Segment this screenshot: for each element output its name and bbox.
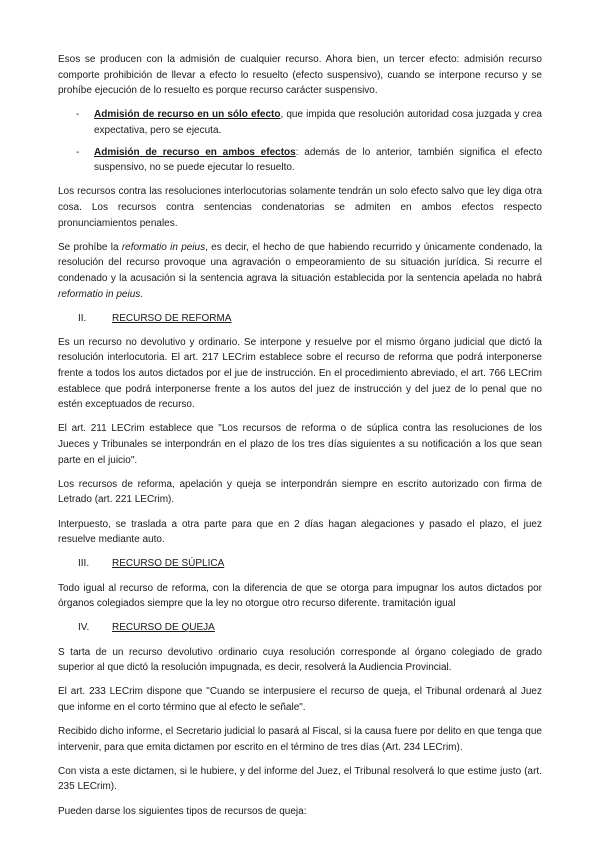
paragraph-tipos: Pueden darse los siguientes tipos de recursos de queja: xyxy=(58,805,307,817)
list-item-text: , que impida que resolución autoridad cosa juzgada y crea expectativa, pero se ejecuta. xyxy=(94,109,542,136)
list-item-text: : además de lo anterior, también significa el efecto suspensivo, no se puede ejecutar lo resuelto. xyxy=(94,146,543,174)
list-dash: - xyxy=(76,109,80,121)
efectos-list xyxy=(58,107,542,175)
text-run: , es decir, el hecho de que habiendo recurrido y únicamente condenado, la resolución del recurso provoque una agravación o empeoramiento de su situación jurídica. Si recurre el condenado y la acusación si la sentencia agrava la situación establecida por la sentencia apelada no habrá xyxy=(58,241,543,284)
section-title: RECURSO DE SÚPLICA xyxy=(112,558,225,570)
paragraph-art-234: Recibido dicho informe, el Secretario judicial lo pasará al Fiscal, si la causa fuere por delito en que tenga que intervenir, para que emita dictamen por escrito en el término de tres días (Art. 234 LECrim). xyxy=(58,726,542,753)
paragraph-art-235: Con vista a este dictamen, si le hubiere, y del informe del Juez, el Tribunal resolverá lo que estime justo (art. 235 LECrim). xyxy=(58,765,542,793)
section-title: RECURSO DE QUEJA xyxy=(112,622,215,634)
list-item-term: Admisión de recurso en ambos efectos xyxy=(94,146,296,158)
paragraph-queja-def: S tarta de un recurso devolutivo ordinario cuya resolución corresponde al órgano colegiado de grado superior al que dictó la resolución impugnada, es decir, resolverá la Audiencia Provincial. xyxy=(58,646,542,674)
paragraph-efectos: Esos se producen con la admisión de cualquier recurso. Ahora bien, un tercer efecto: admisión recurso comporte prohibición de llevar a efecto lo resuelto (efecto suspensivo), cuando se interpone recurso y se prohíbe ejecución de lo resuelto es porque recurso carácter suspensivo. xyxy=(58,54,542,97)
list-item xyxy=(58,107,542,138)
paragraph-interlocutorias: Los recursos contra las resoluciones interlocutorias solamente tendrán un solo efecto salvo que ley diga otra cosa. Los recursos contra sentencias condenatorias se admiten en ambos efectos respecto pronunciamientos penales. xyxy=(58,186,542,229)
list-dash: - xyxy=(76,146,80,158)
italic-term: reformatio in peius xyxy=(121,241,206,253)
section-number: II. xyxy=(78,312,87,324)
list-item-term: Admisión de recurso en un sólo efecto xyxy=(94,109,281,121)
section-number: IV. xyxy=(78,622,90,634)
paragraph-suplica: Todo igual al recurso de reforma, con la diferencia de que se otorga para impugnar los autos dictados por órganos colegiados siempre que la ley no otorgue otro recurso diferente. tramitación igual xyxy=(58,582,542,610)
paragraph-traslado: Interpuesto, se traslada a otra parte para que en 2 días hagan alegaciones y pasado el plazo, el juez resuelve mediante auto. xyxy=(58,518,542,546)
paragraph-art-221: Los recursos de reforma, apelación y queja se interpondrán siempre en escrito autorizado con firma de Letrado (art. 221 LECrim). xyxy=(58,478,542,506)
text-run: Se prohíbe la xyxy=(58,241,122,253)
section-heading-suplica xyxy=(58,556,542,572)
section-heading-reforma xyxy=(58,311,542,327)
text-run: . xyxy=(140,288,144,300)
paragraph-art-233: El art. 233 LECrim dispone que "Cuando se interpusiere el recurso de queja, el Tribunal ordenará al Juez que informe en el corto término que al efecto le señale". xyxy=(58,686,542,713)
italic-term: reformatio in peius xyxy=(58,288,141,300)
list-item xyxy=(58,145,542,176)
section-number: III. xyxy=(78,558,90,570)
paragraph-reformatio xyxy=(58,240,542,302)
section-title: RECURSO DE REFORMA xyxy=(112,312,232,324)
document-page xyxy=(58,52,542,828)
section-heading-queja xyxy=(58,620,542,636)
paragraph-reforma-def: Es un recurso no devolutivo y ordinario. Se interpone y resuelve por el mismo órgano judicial que dictó la resolución interlocutoria. El art. 217 LECrim establece sobre el recurso de reforma que podrá interponerse frente a todos los autos dictados por el jue de instrucción. En el procedimiento abreviado, el art. 766 LECrim establece que podrá interponerse frente a los autos del juez de instrucción y del juez de lo penal que no estén exceptuados de recurso. xyxy=(58,336,542,411)
paragraph-art-211: El art. 211 LECrim establece que "Los recursos de reforma o de súplica contra las resoluciones de los Jueces y Tribunales se interpondrán en el plazo de los tres días siguientes a su notificación a los que sean parte en el juicio". xyxy=(58,423,542,466)
